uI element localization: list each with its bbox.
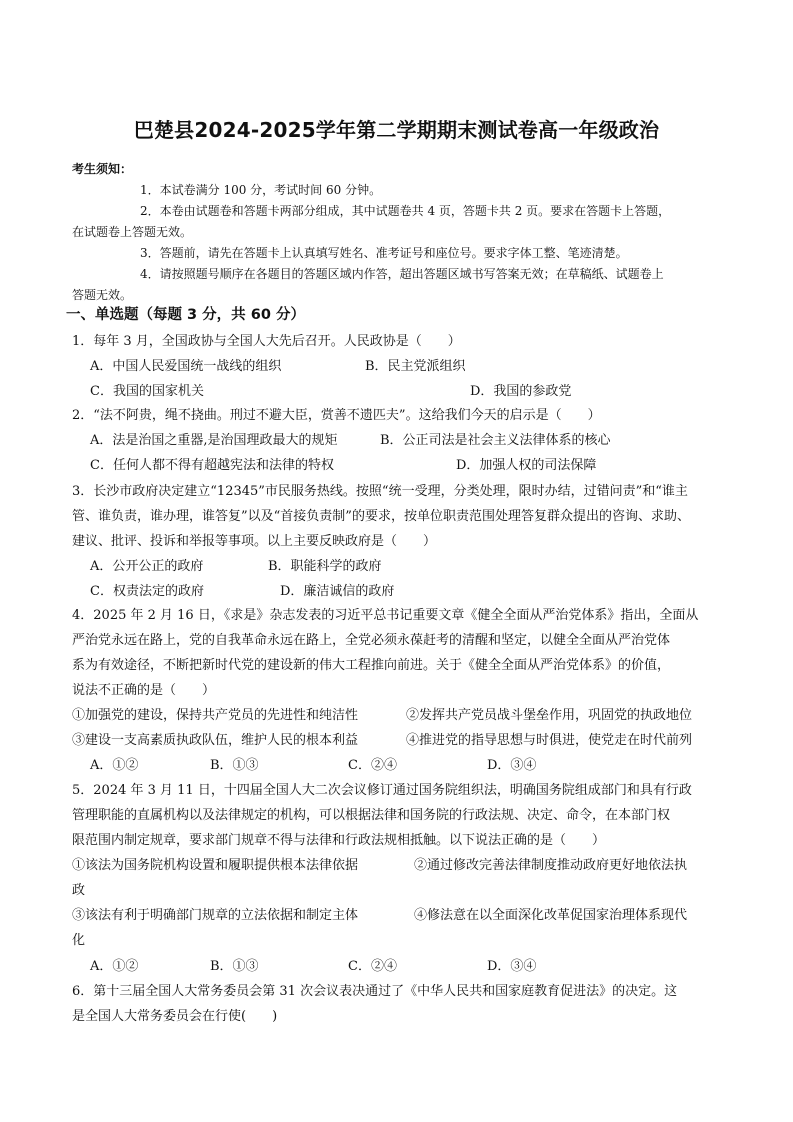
question-4-line-2: 严治党永远在路上，党的自我革命永远在路上，全党必须永葆赶考的清醒和坚定，以健全全面从严治党体 (72, 633, 671, 648)
question-4-statement-4: ④推进党的指导思想与时俱进，使党走在时代前列 (406, 733, 693, 748)
notice-line-3: 3．答题前，请先在答题卡上认真填写姓名、准考证号和座位号。要求字体工整、笔迹清楚。 (140, 246, 628, 260)
question-4-option-d: D．③④ (487, 758, 537, 773)
notice-line-4: 4．请按照题号顺序在各题目的答题区域内作答，超出答题区域书写答案无效；在草稿纸、试题卷上 (140, 267, 664, 281)
question-4-option-a: A．①② (90, 758, 139, 773)
question-5-option-c: C．②④ (348, 959, 397, 974)
question-5-option-a: A．①② (90, 959, 139, 974)
question-5-line-1: 5．2024 年 3 月 11 日，十四届全国人大二次会议修订通过国务院组织法，明确国务院组成部门和具有行政 (72, 783, 692, 798)
question-1-option-c: C．我国的国家机关 (90, 384, 204, 399)
question-4-option-b: B．①③ (210, 758, 259, 773)
question-3-line-2: 管、谁负责，谁办理，谁答复”以及“首接负责制”的要求，按单位职责范围处理答复群众提出的咨询、求助、 (72, 509, 690, 524)
question-4-statement-1: ①加强党的建设，保持共产党员的先进性和纯洁性 (72, 708, 359, 723)
question-2-option-b: B．公正司法是社会主义法律体系的核心 (380, 433, 611, 448)
question-3-option-a: A．公开公正的政府 (90, 559, 204, 574)
question-5-statement-2-cont: 政 (72, 883, 86, 898)
question-3-option-d: D．廉洁诚信的政府 (280, 584, 395, 599)
question-2-stem: 2．“法不阿贵，绳不挠曲。刑过不避大臣，赏善不遗匹夫”。这给我们今天的启示是（ ） (72, 408, 601, 423)
question-4-option-c: C．②④ (348, 758, 397, 773)
question-2-option-a: A．法是治国之重器,是治国理政最大的规矩 (90, 433, 338, 448)
question-4-statement-2: ②发挥共产党员战斗堡垒作用，巩固党的执政地位 (406, 708, 693, 723)
notice-line-2-cont: 在试题卷上答题无效。 (72, 225, 193, 239)
page-title: 巴楚县2024-2025学年第二学期期末测试卷高一年级政治 (133, 118, 660, 142)
question-2-option-d: D．加强人权的司法保障 (456, 458, 597, 473)
question-5-statement-2: ②通过修改完善法律制度推动政府更好地依法执 (414, 858, 688, 873)
question-3-option-c: C．权责法定的政府 (90, 584, 204, 599)
question-4-line-3: 系为有效途径，不断把新时代党的建设新的伟大工程推向前进。关于《健全全面从严治党体系》的价值， (72, 658, 671, 673)
question-4-line-1: 4．2025 年 2 月 16 日，《求是》杂志发表的习近平总书记重要文章《健全全面从严治党体系》指出，全面从 (72, 608, 699, 623)
question-5-statement-1: ①该法为国务院机构设置和履职提供根本法律依据 (72, 858, 359, 873)
question-5-option-d: D．③④ (487, 959, 537, 974)
notice-heading: 考生须知： (72, 162, 133, 176)
question-5-statement-3: ③该法有利于明确部门规章的立法依据和制定主体 (72, 908, 359, 923)
question-5-statement-4: ④修法意在以全面深化改革促国家治理体系现代 (414, 908, 688, 923)
question-6-line-1: 6．第十三届全国人大常务委员会第 31 次会议表决通过了《中华人民共和国家庭教育促进法》的决定。这 (72, 984, 678, 999)
question-3-line-1: 3．长沙市政府决定建立“12345”市民服务热线。按照“统一受理，分类处理，限时办结，过错问责”和“谁主 (72, 484, 688, 499)
question-1-option-a: A．中国人民爱国统一战线的组织 (90, 359, 282, 374)
notice-line-1: 1．本试卷满分 100 分，考试时间 60 分钟。 (140, 183, 382, 197)
question-4-statement-3: ③建设一支高素质执政队伍，维护人民的根本利益 (72, 733, 359, 748)
notice-line-2: 2．本卷由试题卷和答题卡两部分组成，其中试题卷共 4 页，答题卡共 2 页。要求在答题卡上答题， (140, 204, 671, 218)
question-5-statement-4-cont: 化 (72, 933, 86, 948)
section-heading: 一、单选题（每题 3 分，共 60 分） (66, 307, 305, 323)
question-3-line-3: 建议、批评、投诉和举报等事项。以上主要反映政府是（ ） (72, 534, 437, 549)
question-6-line-2: 是全国人大常务委员会在行使( ) (72, 1009, 278, 1024)
question-2-option-c: C．任何人都不得有超越宪法和法律的特权 (90, 458, 334, 473)
notice-line-4-cont: 答题无效。 (72, 288, 133, 302)
question-3-option-b: B．职能科学的政府 (268, 559, 382, 574)
question-5-line-2: 管理职能的直属机构以及法律规定的机构，可以根据法律和国务院的行政法规、决定、命令，在本部门权 (72, 808, 671, 823)
question-4-line-4: 说法不正确的是（ ） (72, 683, 216, 698)
question-5-line-3: 限范围内制定规章，要求部门规章不得与法律和行政法规相抵触。以下说法正确的是（ ） (72, 833, 606, 848)
question-1-option-b: B．民主党派组织 (365, 359, 466, 374)
question-5-option-b: B．①③ (210, 959, 259, 974)
question-1-stem: 1．每年 3 月，全国政协与全国人大先后召开。人民政协是（ ） (72, 334, 461, 349)
question-1-option-d: D．我国的参政党 (470, 384, 572, 399)
